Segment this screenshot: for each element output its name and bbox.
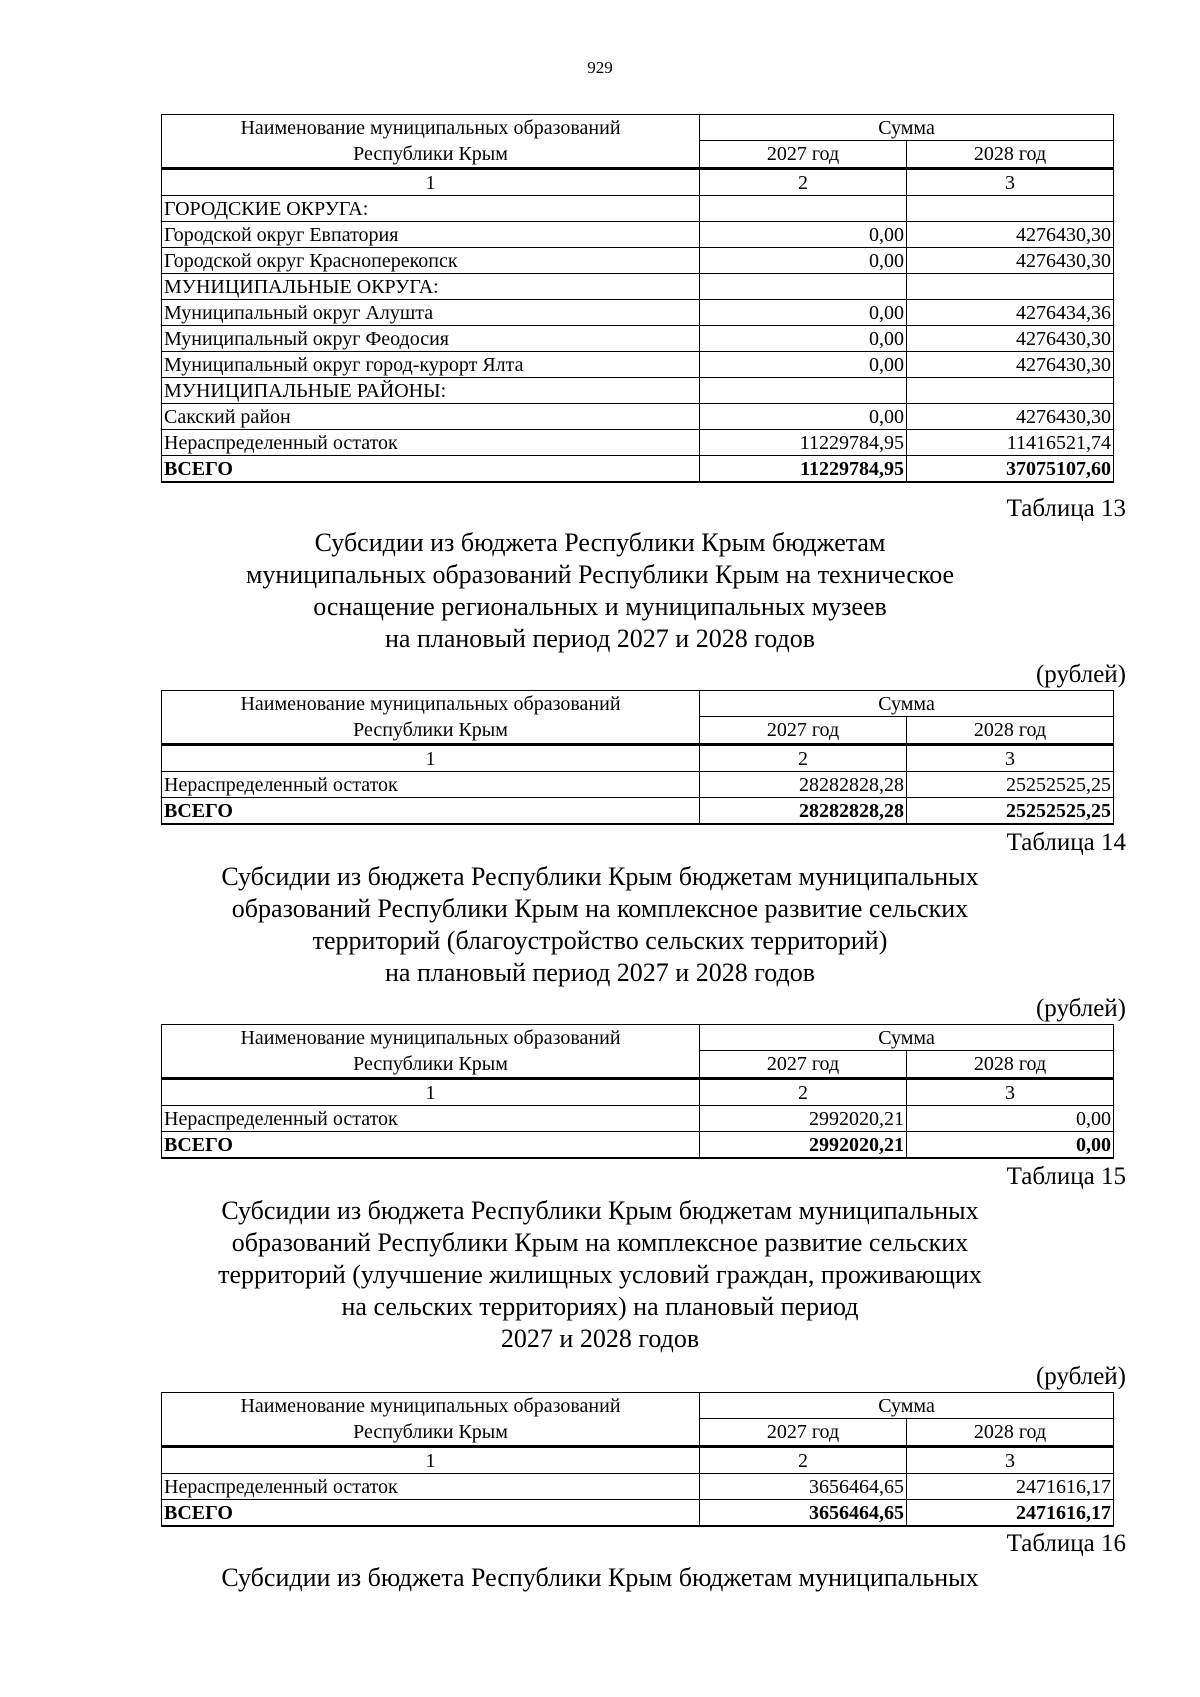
column-header-2028: 2028 год <box>907 1419 1114 1447</box>
cell-2028: 4276430,30 <box>907 352 1114 378</box>
table-header-row <box>162 1025 1114 1051</box>
cell-2027: 0,00 <box>700 404 907 430</box>
column-number: 3 <box>907 1079 1114 1106</box>
cell-2028: 4276430,30 <box>907 248 1114 274</box>
cell-2027: 3656464,65 <box>700 1474 907 1500</box>
total-label: ВСЕГО <box>162 456 700 483</box>
column-number: 1 <box>162 1447 700 1474</box>
table-row <box>162 430 1114 456</box>
cell-2027: 28282828,28 <box>700 772 907 798</box>
cell-2027: 11229784,95 <box>700 430 907 456</box>
municipality-name: Нераспределенный остаток <box>162 772 700 798</box>
table-row <box>162 772 1114 798</box>
total-row <box>162 456 1114 483</box>
cell-2028: 11416521,74 <box>907 430 1114 456</box>
cell-2027: 0,00 <box>700 326 907 352</box>
section-heading: ГОРОДСКИЕ ОКРУГА: <box>162 196 700 222</box>
total-row <box>162 798 1114 825</box>
unit-label: (рублей) <box>1035 661 1126 688</box>
page-number: 929 <box>587 58 613 77</box>
column-number: 2 <box>700 1079 907 1106</box>
section-heading: МУНИЦИПАЛЬНЫЕ ОКРУГА: <box>162 274 700 300</box>
total-2027: 3656464,65 <box>700 1500 907 1527</box>
table-15-label: Таблица 15 <box>1006 1163 1126 1190</box>
table-13-label: Таблица 13 <box>1006 495 1126 522</box>
municipality-name: Городской округ Евпатория <box>162 222 700 248</box>
cell-2028: 4276434,36 <box>907 300 1114 326</box>
cell-2028: 0,00 <box>907 1106 1114 1132</box>
total-2027: 11229784,95 <box>700 456 907 483</box>
table-row <box>162 1474 1114 1500</box>
table-16-caption: Субсидии из бюджета Республики Крым бюджетам муниципальных <box>221 1563 979 1592</box>
cell-2028: 25252525,25 <box>907 772 1114 798</box>
total-row <box>162 1500 1114 1527</box>
column-number: 3 <box>907 169 1114 196</box>
column-number-row <box>162 745 1114 772</box>
total-label: ВСЕГО <box>162 1500 700 1527</box>
cell-2028 <box>907 274 1114 300</box>
total-2027: 28282828,28 <box>700 798 907 825</box>
cell-2028: 4276430,30 <box>907 404 1114 430</box>
municipality-name: Муниципальный округ Алушта <box>162 300 700 326</box>
column-header-name: Наименование муниципальных образований Республики Крым <box>162 115 700 169</box>
cell-2027: 2992020,21 <box>700 1106 907 1132</box>
municipality-name: Муниципальный округ город-курорт Ялта <box>162 352 700 378</box>
table-row <box>162 274 1114 300</box>
table-15-caption: Субсидии из бюджета Республики Крым бюджетам муниципальных образований Республики Крым на комплексное развитие сельских территорий (улучшение жилищных условий граждан, проживающих на сельских территориях) на плановый период 2027 и 2028 годов <box>218 1196 982 1353</box>
column-header-2028: 2028 год <box>907 141 1114 169</box>
total-2028: 0,00 <box>907 1132 1114 1159</box>
cell-2028: 2471616,17 <box>907 1474 1114 1500</box>
municipality-name: Нераспределенный остаток <box>162 1474 700 1500</box>
column-header-2027: 2027 год <box>700 141 907 169</box>
total-2028: 2471616,17 <box>907 1500 1114 1527</box>
column-header-2027: 2027 год <box>700 1051 907 1079</box>
table-row <box>162 352 1114 378</box>
column-number-row <box>162 1079 1114 1106</box>
column-number: 1 <box>162 169 700 196</box>
column-header-2027: 2027 год <box>700 1419 907 1447</box>
allocation-table-13 <box>161 690 1114 825</box>
municipality-name: Городской округ Красноперекопск <box>162 248 700 274</box>
column-header-name: Наименование муниципальных образований Республики Крым <box>162 1393 700 1447</box>
allocation-table-15 <box>161 1392 1114 1527</box>
column-header-2028: 2028 год <box>907 1051 1114 1079</box>
total-2028: 25252525,25 <box>907 798 1114 825</box>
column-header-sum: Сумма <box>700 691 1114 717</box>
cell-2027 <box>700 378 907 404</box>
cell-2027 <box>700 196 907 222</box>
column-header-sum: Сумма <box>700 1393 1114 1419</box>
column-header-name: Наименование муниципальных образований Республики Крым <box>162 1025 700 1079</box>
cell-2028: 4276430,30 <box>907 326 1114 352</box>
cell-2028 <box>907 378 1114 404</box>
cell-2028: 4276430,30 <box>907 222 1114 248</box>
total-label: ВСЕГО <box>162 1132 700 1159</box>
table-row <box>162 300 1114 326</box>
table-row <box>162 1106 1114 1132</box>
cell-2027: 0,00 <box>700 300 907 326</box>
total-2027: 2992020,21 <box>700 1132 907 1159</box>
column-header-2028: 2028 год <box>907 717 1114 745</box>
table-row <box>162 404 1114 430</box>
cell-2027 <box>700 274 907 300</box>
table-14-caption: Субсидии из бюджета Республики Крым бюджетам муниципальных образований Республики Крым на комплексное развитие сельских территорий (благоустройство сельских территорий) на плановый период 2027 и 2028 годов <box>221 862 979 987</box>
column-number: 3 <box>907 1447 1114 1474</box>
column-number: 2 <box>700 745 907 772</box>
table-row <box>162 248 1114 274</box>
column-number: 1 <box>162 1079 700 1106</box>
municipality-name: Нераспределенный остаток <box>162 1106 700 1132</box>
total-label: ВСЕГО <box>162 798 700 825</box>
table-header-row <box>162 691 1114 717</box>
table-13-caption: Субсидии из бюджета Республики Крым бюджетам муниципальных образований Республики Крым на техническое оснащение региональных и муниципальных музеев на плановый период 2027 и 2028 годов <box>245 528 955 653</box>
cell-2028 <box>907 196 1114 222</box>
column-header-sum: Сумма <box>700 1025 1114 1051</box>
table-row <box>162 196 1114 222</box>
table-row <box>162 378 1114 404</box>
table-header-row <box>162 115 1114 141</box>
total-2028: 37075107,60 <box>907 456 1114 483</box>
column-number: 1 <box>162 745 700 772</box>
column-number-row <box>162 1447 1114 1474</box>
allocation-table-14 <box>161 1024 1114 1159</box>
section-heading: МУНИЦИПАЛЬНЫЕ РАЙОНЫ: <box>162 378 700 404</box>
column-header-name: Наименование муниципальных образований Республики Крым <box>162 691 700 745</box>
table-row <box>162 222 1114 248</box>
cell-2027: 0,00 <box>700 222 907 248</box>
municipality-name: Муниципальный округ Феодосия <box>162 326 700 352</box>
total-row <box>162 1132 1114 1159</box>
municipality-name: Сакский район <box>162 404 700 430</box>
column-header-sum: Сумма <box>700 115 1114 141</box>
column-number: 2 <box>700 1447 907 1474</box>
column-number: 3 <box>907 745 1114 772</box>
table-16-label: Таблица 16 <box>1006 1530 1126 1557</box>
municipality-name: Нераспределенный остаток <box>162 430 700 456</box>
table-header-row <box>162 1393 1114 1419</box>
unit-label: (рублей) <box>1035 995 1126 1022</box>
column-number: 2 <box>700 169 907 196</box>
column-header-2027: 2027 год <box>700 717 907 745</box>
cell-2027: 0,00 <box>700 352 907 378</box>
table-14-label: Таблица 14 <box>1006 829 1126 856</box>
unit-label: (рублей) <box>1035 1363 1126 1390</box>
allocation-table-main <box>161 114 1114 483</box>
cell-2027: 0,00 <box>700 248 907 274</box>
column-number-row <box>162 169 1114 196</box>
table-row <box>162 326 1114 352</box>
